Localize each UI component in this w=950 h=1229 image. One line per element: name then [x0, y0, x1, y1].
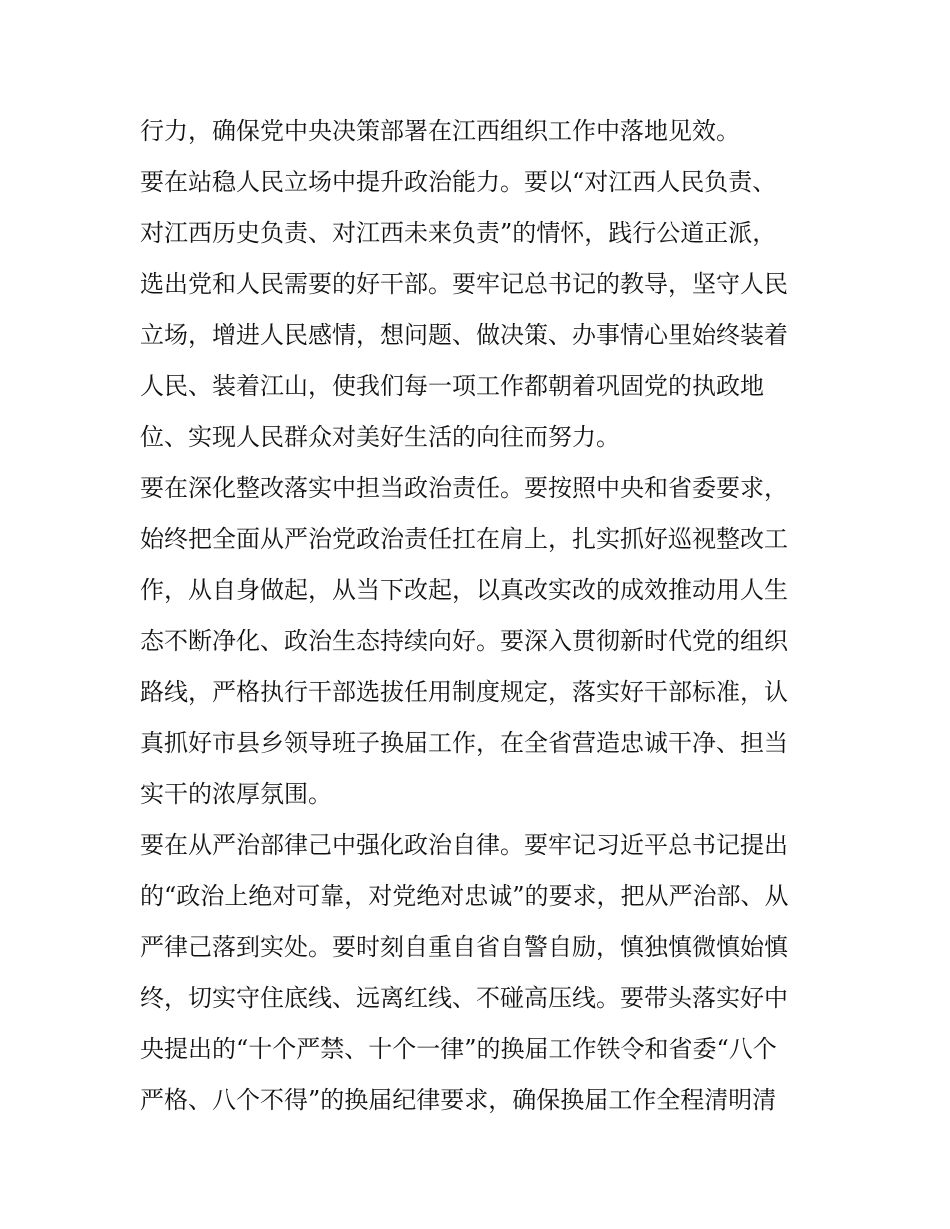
- text-line: 要在深化整改落实中担当政治责任。要按照中央和省委要求，: [140, 474, 788, 502]
- text-line: 位、实现人民群众对美好生活的向往而努力。: [140, 423, 620, 451]
- text-line: 严格、八个不得”的换届纪律要求，确保换届工作全程清明清: [140, 1086, 777, 1114]
- text-line: 态不断净化、政治生态持续向好。要深入贯彻新时代党的组织: [140, 627, 788, 655]
- text-line: 作，从自身做起，从当下改起，以真改实改的成效推动用人生: [140, 576, 788, 604]
- text-line: 要在站稳人民立场中提升政治能力。要以“对江西人民负责、: [140, 168, 777, 196]
- text-line: 实干的浓厚氛围。: [140, 780, 332, 808]
- text-line: 选出党和人民需要的好干部。要牢记总书记的教导，坚守人民: [140, 270, 788, 298]
- text-line: 立场，增进人民感情，想问题、做决策、办事情心里始终装着: [140, 321, 788, 349]
- text-line: 终，切实守住底线、远离红线、不碰高压线。要带头落实好中: [140, 984, 788, 1012]
- text-line: 严律己落到实处。要时刻自重自省自警自励，慎独慎微慎始慎: [140, 933, 788, 961]
- text-line: 对江西历史负责、对江西未来负责”的情怀，践行公道正派，: [140, 219, 777, 247]
- text-line: 行力，确保党中央决策部署在江西组织工作中落地见效。: [140, 117, 740, 145]
- text-line: 路线，严格执行干部选拔任用制度规定，落实好干部标准，认: [140, 678, 788, 706]
- text-line: 央提出的“十个严禁、十个一律”的换届工作铁令和省委“八个: [140, 1035, 777, 1063]
- text-line: 始终把全面从严治党政治责任扛在肩上，扎实抓好巡视整改工: [140, 525, 788, 553]
- text-line: 要在从严治部律己中强化政治自律。要牢记习近平总书记提出: [140, 831, 788, 859]
- text-line: 的“政治上绝对可靠，对党绝对忠诚”的要求，把从严治部、从: [140, 882, 789, 910]
- document-body: [140, 106, 820, 1126]
- text-line: 真抓好市县乡领导班子换届工作，在全省营造忠诚干净、担当: [140, 729, 788, 757]
- text-line: 人民、装着江山，使我们每一项工作都朝着巩固党的执政地: [140, 372, 764, 400]
